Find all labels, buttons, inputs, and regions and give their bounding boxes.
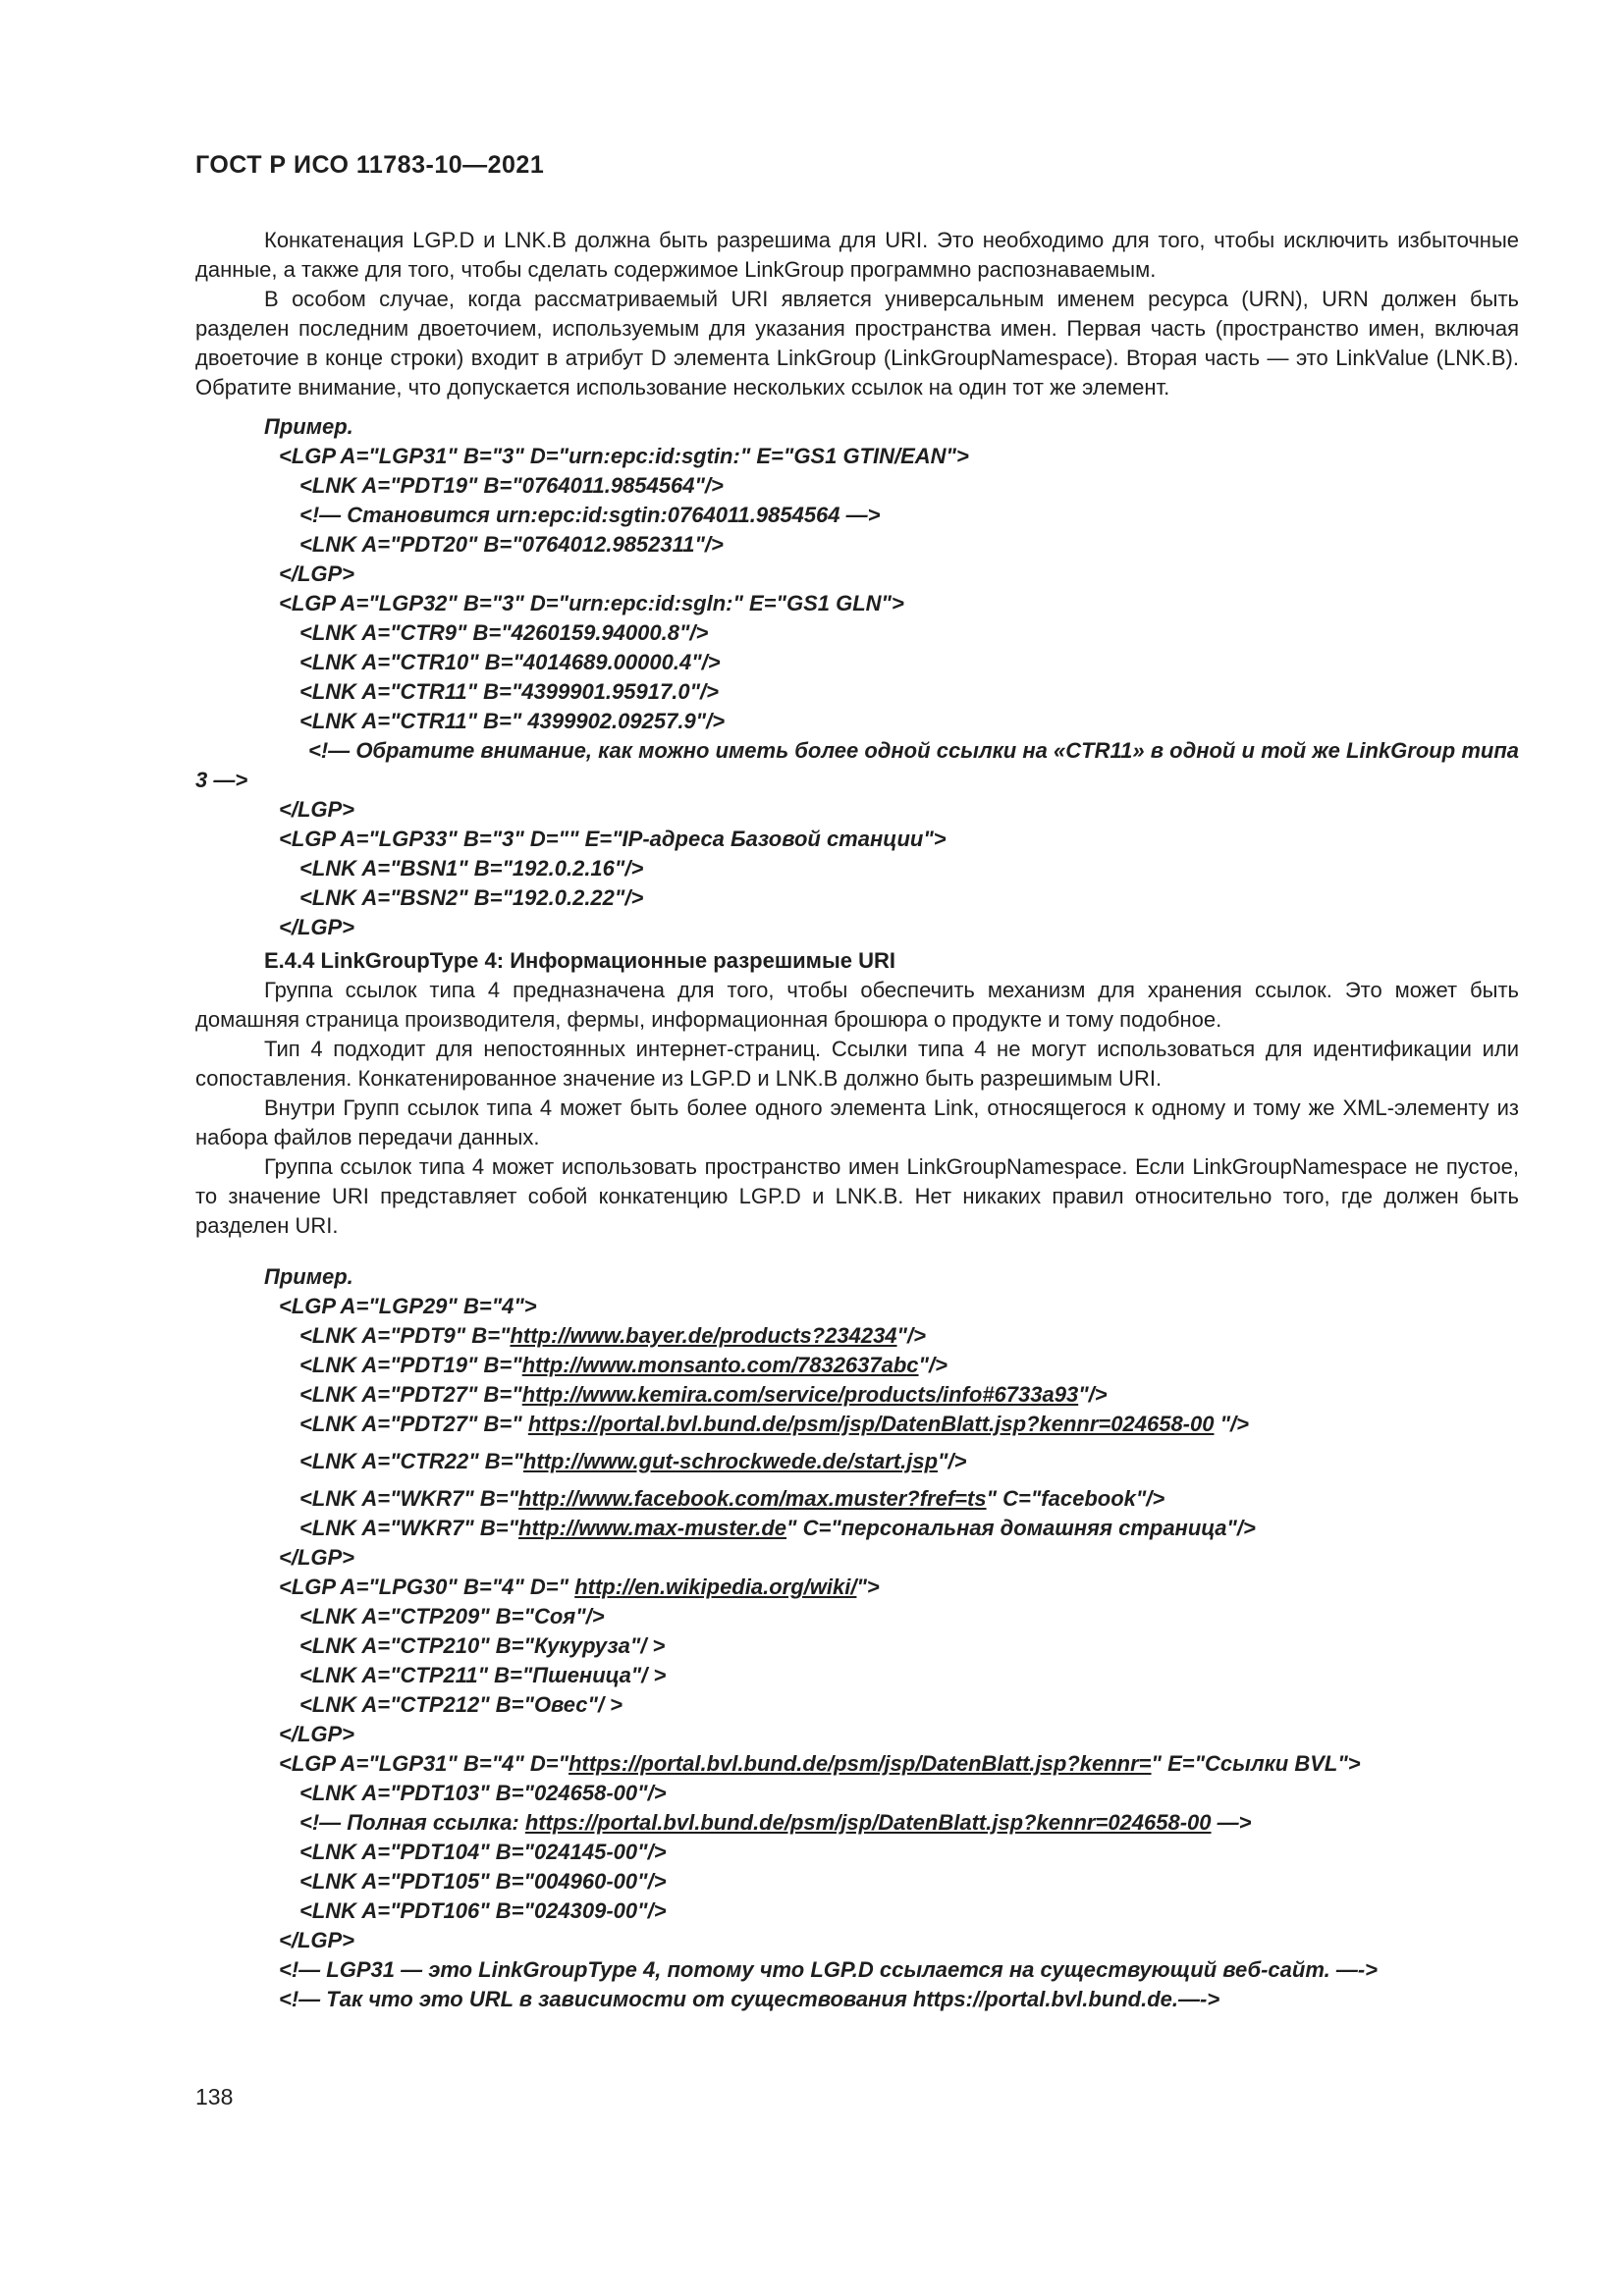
code-line: <!— Полная ссылка: https://portal.bvl.bund.de/psm/jsp/DatenBlatt.jsp?kennr=024658-00 —> <box>299 1810 1252 1835</box>
url-link[interactable]: http://en.wikipedia.org/wiki/ <box>574 1575 857 1599</box>
code-comment: <!— Так что это URL в зависимости от существования https://portal.bvl.bund.de.—-> <box>279 1987 1220 2011</box>
code-line: <LNK A="WKR7" B="http://www.max-muster.de" C="персональная домашняя страница"/> <box>299 1516 1256 1540</box>
code-line: <LNK A="PDT9" B="http://www.bayer.de/products?234234"/> <box>299 1323 926 1348</box>
code-example-2 <box>195 1292 1519 2014</box>
code-line: <LNK A="PDT27" B="http://www.kemira.com/service/products/info#6733a93"/> <box>299 1382 1108 1407</box>
code-line: </LGP> <box>279 1722 355 1746</box>
example-label: Пример. <box>264 414 353 439</box>
code-line: <LNK A="CTR11" B=" 4399902.09257.9"/> <box>299 709 726 733</box>
code-line: </LGP> <box>279 797 355 822</box>
code-line: <LGP A="LGP31" B="3" D="urn:epc:id:sgtin:" E="GS1 GTIN/EAN"> <box>279 444 969 468</box>
code-line: <LGP A="LGP33" B="3" D="" E="IP-адреса Базовой станции"> <box>279 827 947 851</box>
paragraph: Конкатенация LGP.D и LNK.B должна быть разрешима для URI. Это необходимо для того, чтобы исключить избыточные данные, а также для того, чтобы сделать содержимое LinkGroup программно распознаваемым. <box>195 228 1519 282</box>
paragraph: Внутри Групп ссылок типа 4 может быть более одного элемента Link, относящегося к одному и тому же XML-элементу из набора файлов передачи данных. <box>195 1095 1519 1149</box>
url-link[interactable]: http://www.monsanto.com/7832637abc <box>521 1353 919 1377</box>
url-link[interactable]: http://www.facebook.com/max.muster?fref=ts <box>518 1486 987 1511</box>
url-link[interactable]: http://www.bayer.de/products?234234 <box>510 1323 897 1348</box>
code-line: <LGP A="LGP31" B="4" D="https://portal.bvl.bund.de/psm/jsp/DatenBlatt.jsp?kennr=" E="Ссылки BVL"> <box>279 1751 1361 1776</box>
code-line: <LNK A="CTR11" B="4399901.95917.0"/> <box>299 679 719 704</box>
url-link[interactable]: https://portal.bvl.bund.de/psm/jsp/DatenBlatt.jsp?kennr= <box>568 1751 1152 1776</box>
code-comment: <!— Обратите внимание, как можно иметь более одной ссылки на «CTR11» в одной и той же LinkGroup типа 3 —> <box>195 738 1519 792</box>
paragraph: В особом случае, когда рассматриваемый URI является универсальным именем ресурса (URN), URN должен быть разделен последним двоеточием, используемым для указания пространства имен. Первая часть (пространство имен, включая двоеточие в конце строки) входит в атрибут D элемента LinkGroup (LinkGroupNamespace). Вторая часть — это LinkValue (LNK.B). Обратите внимание, что допускается использование нескольких ссылок на один тот же элемент. <box>195 287 1519 400</box>
code-line: <LNK A="CTR10" B="4014689.00000.4"/> <box>299 650 721 674</box>
section-heading: E.4.4 LinkGroupType 4: Информационные разрешимые URI <box>264 948 895 973</box>
paragraph: Тип 4 подходит для непостоянных интернет-страниц. Ссылки типа 4 не могут использоваться для идентификации или сопоставления. Конкатенированное значение из LGP.D и LNK.B должно быть разрешимым URI. <box>195 1037 1519 1091</box>
paragraph: Группа ссылок типа 4 предназначена для того, чтобы обеспечить механизм для хранения ссылок. Это может быть домашняя страница производителя, фермы, информационная брошюра о продукте и тому подобное. <box>195 978 1519 1032</box>
url-link[interactable]: https://portal.bvl.bund.de/psm/jsp/DatenBlatt.jsp?kennr=024658-00 <box>524 1810 1212 1835</box>
code-line: <LNK A="PDT106" B="024309-00"/> <box>299 1898 667 1923</box>
code-line: </LGP> <box>279 915 355 939</box>
url-link[interactable]: http://www.max-muster.de <box>518 1516 787 1540</box>
code-line: <!— Становится urn:epc:id:sgtin:0764011.9854564 —> <box>299 503 881 527</box>
code-line: <LNK A="PDT20" B="0764012.9852311"/> <box>299 532 724 557</box>
code-line: <LNK A="PDT105" B="004960-00"/> <box>299 1869 667 1894</box>
document-title: ГОСТ Р ИСО 11783-10—2021 <box>195 151 545 179</box>
code-line: <LGP A="LGP32" B="3" D="urn:epc:id:sgln:" E="GS1 GLN"> <box>279 591 904 615</box>
code-line: <LNK A="PDT104" B="024145-00"/> <box>299 1840 667 1864</box>
url-link[interactable]: http://www.gut-schrockwede.de/start.jsp <box>522 1449 939 1473</box>
code-line: <LNK A="BSN1" B="192.0.2.16"/> <box>299 856 644 881</box>
code-line: <LNK A="CTR22" B="http://www.gut-schrockwede.de/start.jsp"/> <box>299 1449 967 1473</box>
page-number: 138 <box>195 2084 234 2109</box>
code-line: <LNK A="CTR9" B="4260159.94000.8"/> <box>299 620 709 645</box>
paragraph: Группа ссылок типа 4 может использовать пространство имен LinkGroupNamespace. Если LinkGroupNamespace не пустое, то значение URI представляет собой конкатенцию LGP.D и LNK.B. Нет никаких правил относительно того, где должен быть разделен URI. <box>195 1154 1519 1238</box>
code-line: <LNK A="CTP210" B="Кукуруза"/ > <box>299 1633 666 1658</box>
code-line: <LNK A="PDT27" B=" https://portal.bvl.bund.de/psm/jsp/DatenBlatt.jsp?kennr=024658-00 "/> <box>299 1412 1249 1436</box>
code-line: <LGP A="LPG30" B="4" D=" http://en.wikipedia.org/wiki/"> <box>279 1575 880 1599</box>
url-link[interactable]: https://portal.bvl.bund.de/psm/jsp/DatenBlatt.jsp?kennr=024658-00 <box>527 1412 1215 1436</box>
url-link[interactable]: http://www.kemira.com/service/products/info#6733a93 <box>521 1382 1079 1407</box>
code-line: <LNK A="CTP209" B="Соя"/> <box>299 1604 605 1629</box>
code-line: <LNK A="PDT19" B="http://www.monsanto.com/7832637abc"/> <box>299 1353 947 1377</box>
code-example-1 <box>195 442 1519 942</box>
code-line: </LGP> <box>279 1545 355 1570</box>
code-line: <LNK A="PDT19" B="0764011.9854564"/> <box>299 473 724 498</box>
code-line: <LGP A="LGP29" B="4"> <box>279 1294 537 1318</box>
code-line: <LNK A="CTP211" B="Пшеница"/ > <box>299 1663 667 1687</box>
code-line: <LNK A="BSN2" B="192.0.2.22"/> <box>299 885 644 910</box>
code-line: <LNK A="PDT103" B="024658-00"/> <box>299 1781 667 1805</box>
code-comment: <!— LGP31 — это LinkGroupType 4, потому что LGP.D ссылается на существующий веб-сайт. —-> <box>279 1957 1379 1982</box>
code-line: <LNK A="WKR7" B="http://www.facebook.com/max.muster?fref=ts" C="facebook"/> <box>299 1486 1165 1511</box>
code-line: <LNK A="CTP212" B="Овес"/ > <box>299 1692 623 1717</box>
code-line: </LGP> <box>279 561 355 586</box>
example-label: Пример. <box>264 1264 353 1289</box>
code-line: </LGP> <box>279 1928 355 1952</box>
document-body <box>195 226 1519 2014</box>
